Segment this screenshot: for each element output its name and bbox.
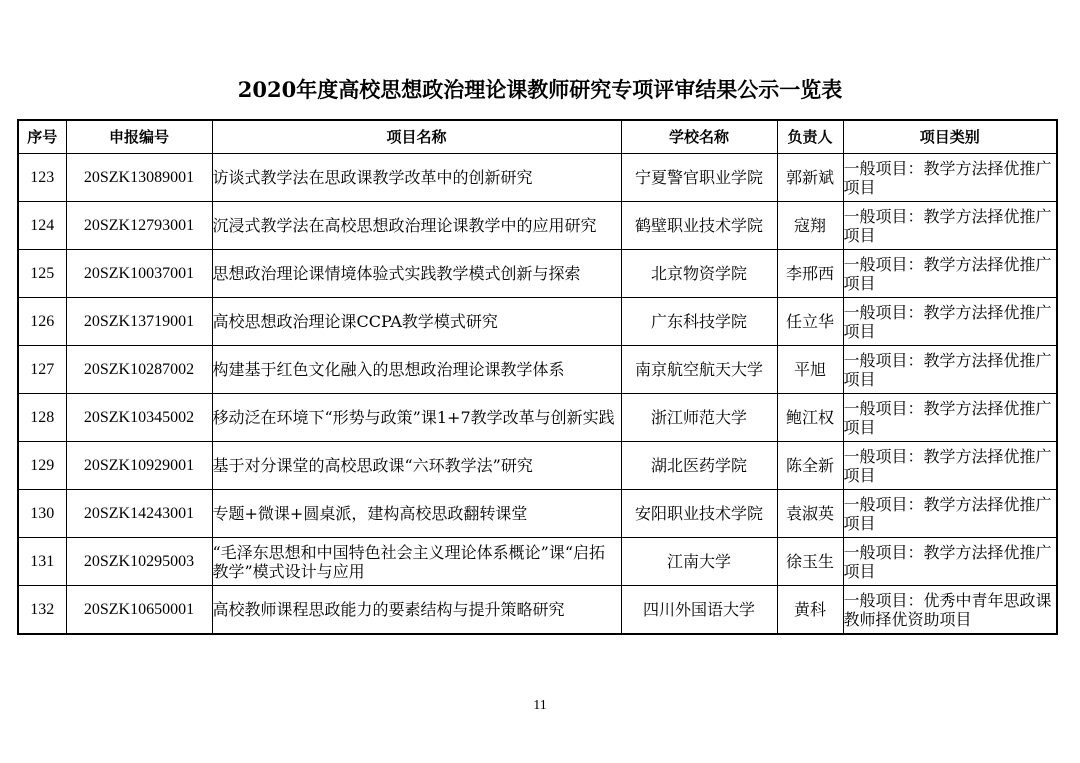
header-name: 项目名称 (212, 120, 621, 154)
row-project-name: 专题+微课+圆桌派，建构高校思政翻转课堂 (212, 490, 621, 538)
table-row (18, 346, 1057, 394)
row-school: 浙江师范大学 (621, 394, 777, 442)
row-type: 一般项目：教学方法择优推广项目 (843, 490, 1057, 538)
row-code: 20SZK10345002 (66, 394, 212, 442)
row-project-name: 移动泛在环境下“形势与政策”课1+7教学改革与创新实践 (212, 394, 621, 442)
row-num: 130 (18, 490, 66, 538)
row-leader: 鲍江权 (777, 394, 843, 442)
row-num: 127 (18, 346, 66, 394)
header-type: 项目类别 (843, 120, 1057, 154)
table-row (18, 490, 1057, 538)
row-project-name: 访谈式教学法在思政课教学改革中的创新研究 (212, 154, 621, 202)
row-leader: 郭新斌 (777, 154, 843, 202)
table-row (18, 586, 1057, 635)
row-num: 123 (18, 154, 66, 202)
row-code: 20SZK10929001 (66, 442, 212, 490)
row-school: 江南大学 (621, 538, 777, 586)
header-num: 序号 (18, 120, 66, 154)
row-type: 一般项目：教学方法择优推广项目 (843, 298, 1057, 346)
table-row (18, 298, 1057, 346)
row-code: 20SZK12793001 (66, 202, 212, 250)
row-project-name: 高校教师课程思政能力的要素结构与提升策略研究 (212, 586, 621, 635)
row-leader: 袁淑英 (777, 490, 843, 538)
table-row (18, 202, 1057, 250)
row-type: 一般项目：教学方法择优推广项目 (843, 538, 1057, 586)
row-type: 一般项目：教学方法择优推广项目 (843, 250, 1057, 298)
row-leader: 寇翔 (777, 202, 843, 250)
row-leader: 李邢西 (777, 250, 843, 298)
header-school: 学校名称 (621, 120, 777, 154)
row-code: 20SZK13719001 (66, 298, 212, 346)
row-school: 广东科技学院 (621, 298, 777, 346)
header-leader: 负责人 (777, 120, 843, 154)
row-code: 20SZK10287002 (66, 346, 212, 394)
row-project-name: 基于对分课堂的高校思政课“六环教学法”研究 (212, 442, 621, 490)
table-row (18, 442, 1057, 490)
table-row (18, 394, 1057, 442)
row-num: 129 (18, 442, 66, 490)
row-school: 北京物资学院 (621, 250, 777, 298)
row-project-name: 沉浸式教学法在高校思想政治理论课教学中的应用研究 (212, 202, 621, 250)
table-row (18, 250, 1057, 298)
row-code: 20SZK13089001 (66, 154, 212, 202)
row-leader: 徐玉生 (777, 538, 843, 586)
results-table (17, 119, 1058, 635)
row-type: 一般项目：教学方法择优推广项目 (843, 154, 1057, 202)
row-school: 鹤壁职业技术学院 (621, 202, 777, 250)
row-school: 南京航空航天大学 (621, 346, 777, 394)
document-title: 2020年度高校思想政治理论课教师研究专项评审结果公示一览表 (237, 77, 843, 102)
row-code: 20SZK10037001 (66, 250, 212, 298)
table-row (18, 154, 1057, 202)
row-num: 125 (18, 250, 66, 298)
row-school: 湖北医药学院 (621, 442, 777, 490)
row-school: 安阳职业技术学院 (621, 490, 777, 538)
row-project-name: 思想政治理论课情境体验式实践教学模式创新与探索 (212, 250, 621, 298)
row-project-name: 高校思想政治理论课CCPA教学模式研究 (212, 298, 621, 346)
row-leader: 平旭 (777, 346, 843, 394)
header-code: 申报编号 (66, 120, 212, 154)
row-leader: 陈全新 (777, 442, 843, 490)
row-type: 一般项目：优秀中青年思政课教师择优资助项目 (843, 586, 1057, 635)
row-type: 一般项目：教学方法择优推广项目 (843, 346, 1057, 394)
row-code: 20SZK10295003 (66, 538, 212, 586)
row-num: 131 (18, 538, 66, 586)
row-num: 132 (18, 586, 66, 635)
table-header-row (18, 120, 1057, 154)
page-number: 11 (533, 698, 547, 713)
row-project-name: “毛泽东思想和中国特色社会主义理论体系概论”课“启拓教学”模式设计与应用 (212, 538, 621, 586)
row-school: 宁夏警官职业学院 (621, 154, 777, 202)
row-type: 一般项目：教学方法择优推广项目 (843, 394, 1057, 442)
row-type: 一般项目：教学方法择优推广项目 (843, 202, 1057, 250)
row-leader: 黄科 (777, 586, 843, 635)
row-type: 一般项目：教学方法择优推广项目 (843, 442, 1057, 490)
row-project-name: 构建基于红色文化融入的思想政治理论课教学体系 (212, 346, 621, 394)
row-num: 126 (18, 298, 66, 346)
row-school: 四川外国语大学 (621, 586, 777, 635)
row-code: 20SZK10650001 (66, 586, 212, 635)
row-code: 20SZK14243001 (66, 490, 212, 538)
table-row (18, 538, 1057, 586)
row-leader: 任立华 (777, 298, 843, 346)
row-num: 128 (18, 394, 66, 442)
row-num: 124 (18, 202, 66, 250)
